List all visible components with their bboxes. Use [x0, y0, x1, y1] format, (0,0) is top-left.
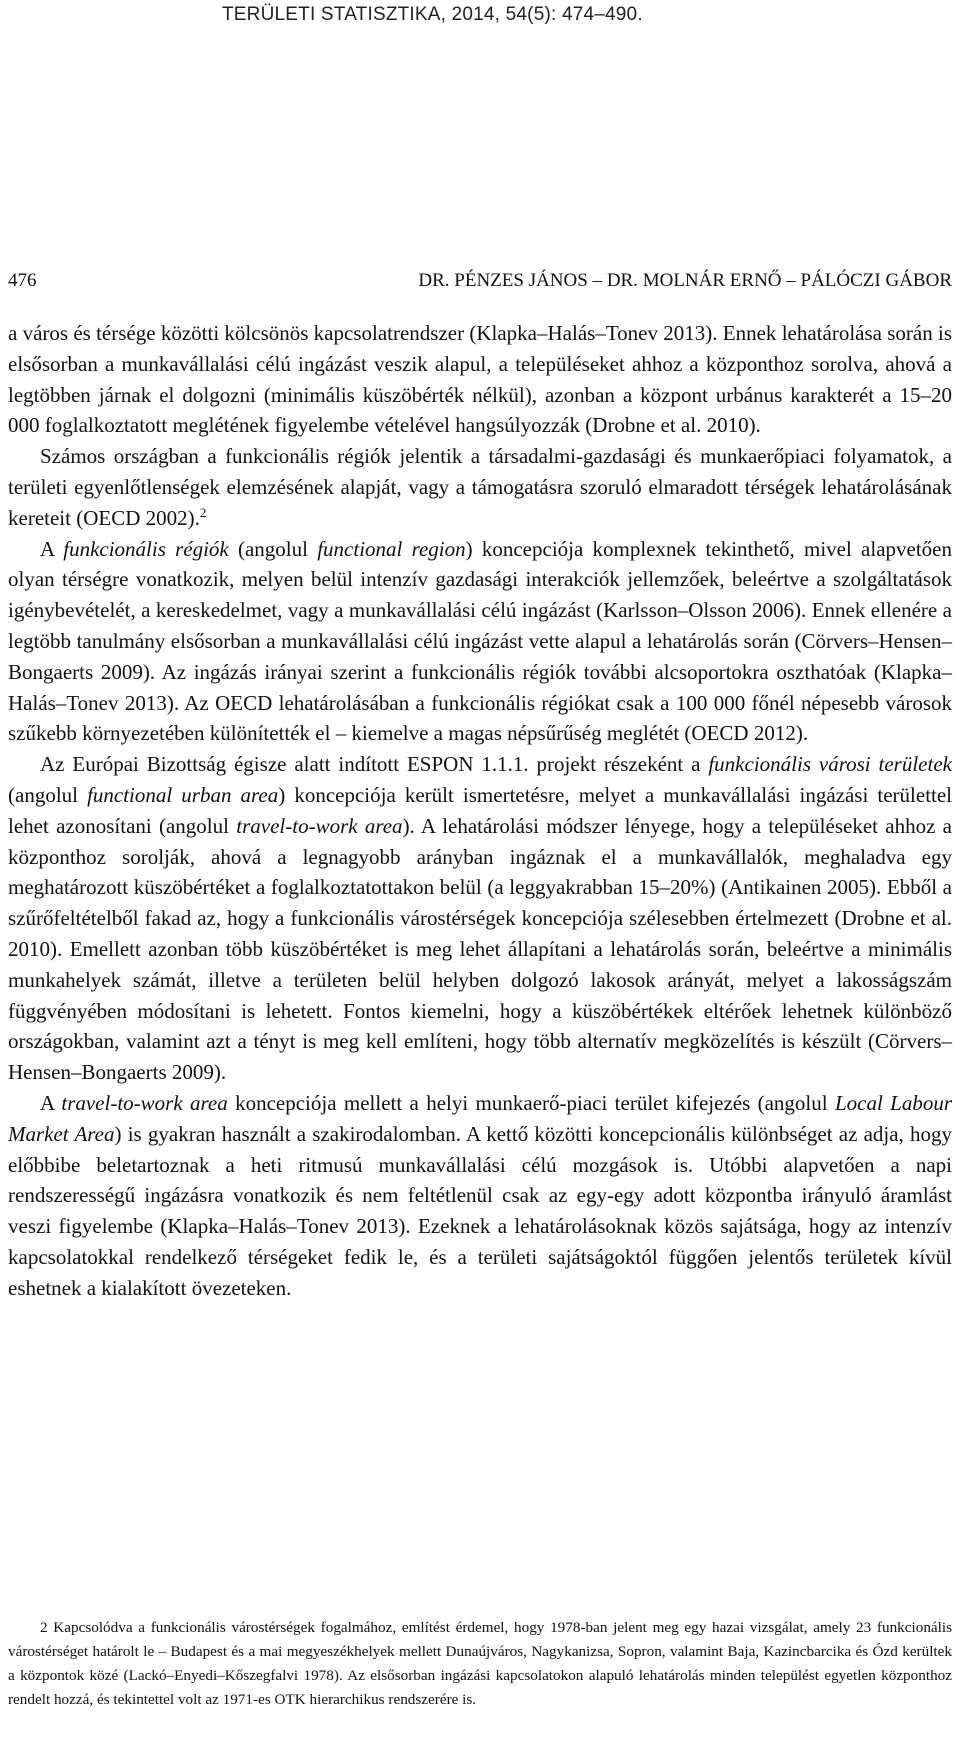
text-run: Az Európai Bizottság égisze alatt indított ESPON 1.1.1. projekt részeként a — [40, 752, 709, 777]
page-number: 476 — [8, 270, 37, 291]
paragraph-4 — [8, 749, 952, 1088]
italic-term: travel-to-work area — [61, 1090, 228, 1115]
paragraph-2-text: Számos országban a funkcionális régiók jelentik a társadalmi-gazdasági és munkaerőpiaci folyamatok, a területi egyenlőtlenségek elemzésének alapját, vagy a támogatásra szoruló elmaradott térségek lehatárolásának kereteit (OECD 2002). — [8, 444, 952, 530]
italic-term: funkcionális régiók — [63, 536, 229, 561]
text-run: A — [40, 536, 64, 561]
footnote-2 — [8, 1616, 952, 1712]
footnote-text: 2 Kapcsolódva a funkcionális várostérségek fogalmához, említést érdemel, hogy 1978-ban jelent meg egy hazai vizsgálat, amely 23 funkcionális várostérséget határolt le – Budapest és a mai megyeszékhelyek mellett Dunaújváros, Nagykanizsa, Sopron, valamint Baja, Kazincbarcika és Ózd kerültek a központok közé (Lackó–Enyedi–Kőszegfalvi 1978). Az elsősorban ingázási kapcsolatokon alapuló lehatárolás minden települést egyetlen központhoz rendelt hozzá, és tekintettel volt az 1971-es OTK hierarchikus rendszerére is. — [8, 1619, 952, 1708]
journal-citation-header: TERÜLETI STATISZTIKA, 2014, 54(5): 474–490. — [222, 4, 643, 25]
text-run: (angolul — [8, 782, 88, 807]
text-run: ) koncepciója került ismertetésre, melyet a munkavállalási ingázási területtel lehet azonosítani (angolul — [8, 782, 953, 838]
text-run: koncepciója mellett a helyi munkaerő-piaci terület kifejezés (angolul — [227, 1090, 835, 1115]
text-run: ) is gyakran használt a szakirodalomban. A kettő közötti koncepcionális különbséget az adja, hogy előbbibe beletartoznak a heti ritmusú munkavállalási célú mozgások is. Utóbbi alapvetően a napi rendszerességű ingázásra vonatkozik és nem feltétlenül csak az egy-egy adott központba irányuló áramlást veszi figyelembe (Klapka–Halás–Tonev 2013). Ezeknek a lehatárolásoknak közös sajátsága, hogy az intenzív kapcsolatokkal rendelkező térségeket fedik le, és a területi sajátságoktól függően jelentős területek kívül eshetnek a kialakított övezeteken. — [8, 1121, 953, 1300]
paragraph-1: a város és térsége közötti kölcsönös kapcsolatrendszer (Klapka–Halás–Tonev 2013). Ennek lehatárolása során is elsősorban a munkavállalási célú ingázást veszik alapul, a településeket ahhoz a központhoz sorolva, ahová a legtöbben járnak el dolgozni (minimális küszöbérték nélkül), azonban a központ urbánus karakterét a 15–20 000 foglalkoztatott meglétének figyelembe vételével hangsúlyozzák (Drobne et al. 2010). — [8, 321, 952, 438]
italic-term: functional urban area — [87, 782, 279, 807]
text-run: ) koncepciója komplexnek tekinthető, mivel alapvetően olyan térségre vonatkozik, melyen belül intenzív gazdasági interakciók jellemzőek, beleértve a szolgáltatások igénybevételét, a kereskedelmet, vagy a munkavállalási célú ingázást (Karlsson–Olsson 2006). Ennek ellenére a legtöbb tanulmány elsősorban a munkavállalási célú ingázást vette alapul a lehatárolás során (Cörvers–Hensen–Bongaerts 2009). Az ingázás irányai szerint a funkcionális régiók további alcsoportokra oszthatóak (Klapka–Halás–Tonev 2013). Az OECD lehatárolásában a funkcionális régiókat csak a 100 000 főnél népesebb városok szűkebb környezetében különítették el – kiemelve a magas népsűrűség meglétét (OECD 2012). — [8, 536, 953, 746]
article-body — [8, 318, 952, 1304]
running-head — [8, 270, 952, 292]
text-run: (angolul — [228, 536, 318, 561]
italic-term: travel-to-work area — [236, 813, 403, 838]
paragraph-3 — [8, 534, 952, 750]
authors-line: DR. PÉNZES JÁNOS – DR. MOLNÁR ERNŐ – PÁLÓCZI GÁBOR — [418, 270, 952, 291]
text-run: A — [40, 1090, 62, 1115]
italic-term: Local Labour Market Area — [8, 1090, 952, 1146]
italic-term: functional region — [317, 536, 466, 561]
paragraph-5 — [8, 1088, 952, 1304]
italic-term: funkcionális városi területek — [708, 752, 952, 777]
paragraph-2 — [8, 441, 952, 533]
text-run: ). A lehatárolási módszer lényege, hogy a településeket ahhoz a központhoz sorolják, ahová a legnagyobb arányban ingáznak el a munkavállalók, meghaladva egy meghatározott küszöbértéket a foglalkoztatottakon belül (a leggyakrabban 15–20%) (Antikainen 2005). Ebből a szűrőfeltételből fakad az, hogy a funkcionális várostérségek koncepciója szélesebben értelmezett (Drobne et al. 2010). Emellett azonban több küszöbértéket is meg lehet állapítani a lehatárolás során, beleértve a minimális munkahelyek számát, illetve a területen belül helyben dolgozó lakosok arányát, melyet a lakosságszám függvényében módosítani is lehetett. Fontos kiemelni, hogy a küszöbértékek eltérőek lehetnek különböző országokban, valamint azt a tényt is meg kell említeni, hogy több alternatív megközelítés is készült (Cörvers–Hensen–Bongaerts 2009). — [8, 813, 952, 1085]
footnote-ref[interactable]: 2 — [199, 504, 207, 520]
